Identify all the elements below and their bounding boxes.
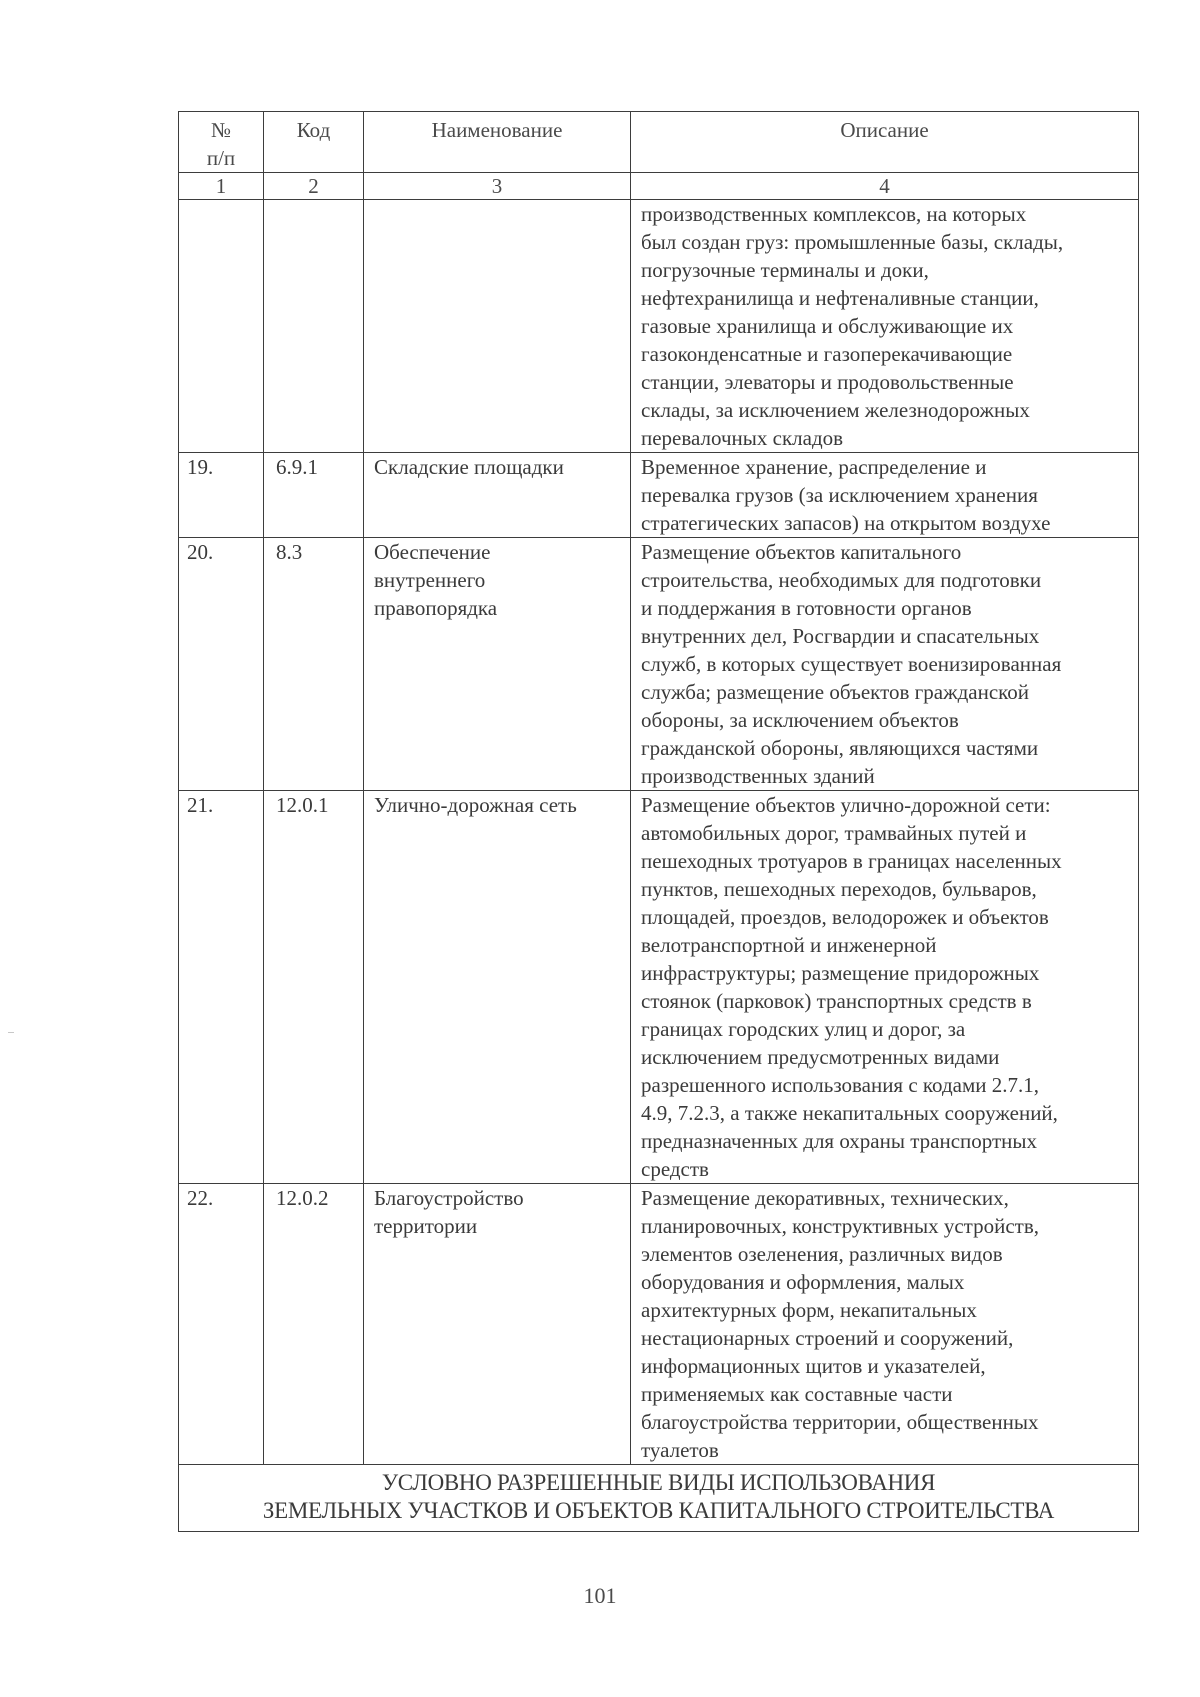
row-code: 12.0.1 (264, 791, 364, 1184)
text-line: стратегических запасов) на открытом воздухе (641, 511, 1051, 535)
text-line: и поддержания в готовности органов (641, 596, 972, 620)
header-code: Код (264, 112, 364, 173)
section-heading (179, 1465, 1139, 1532)
header-desc: Описание (631, 112, 1139, 173)
row-name (364, 453, 631, 538)
text-line: велотранспортной и инженерной (641, 933, 937, 957)
text-line: пешеходных тротуаров в границах населенных (641, 849, 1062, 873)
row-num: 21. (179, 791, 264, 1184)
text-line: предназначенных для охраны транспортных (641, 1129, 1038, 1153)
row-name (364, 791, 631, 1184)
text-line: автомобильных дорог, трамвайных путей и (641, 821, 1027, 845)
margin-mark (8, 1032, 14, 1033)
text-line: служба; размещение объектов гражданской (641, 680, 1030, 704)
text-line: газовые хранилища и обслуживающие их (641, 314, 1014, 338)
text-line: правопорядка (374, 596, 498, 620)
text-line: информационных щитов и указателей, (641, 1354, 986, 1378)
text-line: Размещение объектов капитального (641, 540, 962, 564)
text-line: исключением предусмотренных видами (641, 1045, 1000, 1069)
row-num: 19. (179, 453, 264, 538)
text-line: перевалочных складов (641, 426, 844, 450)
column-index-row (179, 173, 1139, 200)
header-name: Наименование (364, 112, 631, 173)
text-line: Размещение декоративных, технических, (641, 1186, 1009, 1210)
text-line: перевалка грузов (за исключением хранения (641, 483, 1038, 507)
row-name (364, 200, 631, 453)
row-code (264, 200, 364, 453)
column-index-2: 2 (264, 173, 364, 200)
text-line: Улично-дорожная сеть (374, 793, 577, 817)
text-line: территории (374, 1214, 478, 1238)
text-line: внутреннего (374, 568, 486, 592)
table-row (179, 453, 1139, 538)
text-line: благоустройства территории, общественных (641, 1410, 1039, 1434)
text-line: средств (641, 1157, 709, 1181)
text-line: нефтехранилища и нефтеналивные станции, (641, 286, 1039, 310)
text-line: Складские площадки (374, 455, 564, 479)
text-line: Благоустройство (374, 1186, 524, 1210)
text-line: инфраструктуры; размещение придорожных (641, 961, 1040, 985)
section-heading-line-1: УСЛОВНО РАЗРЕШЕННЫЕ ВИДЫ ИСПОЛЬЗОВАНИЯ (381, 1470, 936, 1495)
row-num (179, 200, 264, 453)
row-code: 12.0.2 (264, 1184, 364, 1465)
table-row-continuation (179, 200, 1139, 453)
row-num: 20. (179, 538, 264, 791)
row-description (631, 200, 1139, 453)
text-line: применяемых как составные части (641, 1382, 953, 1406)
text-line: служб, в которых существует военизированная (641, 652, 1062, 676)
text-line: стоянок (парковок) транспортных средств в (641, 989, 1032, 1013)
text-line: архитектурных форм, некапитальных (641, 1298, 977, 1322)
text-line: обороны, за исключением объектов (641, 708, 959, 732)
text-line: производственных зданий (641, 764, 875, 788)
text-line: Размещение объектов улично-дорожной сети: (641, 793, 1051, 817)
text-line: гражданской обороны, являющихся частями (641, 736, 1039, 760)
column-index-1: 1 (179, 173, 264, 200)
row-num: 22. (179, 1184, 264, 1465)
section-heading-row (179, 1465, 1139, 1532)
text-line: оборудования и оформления, малых (641, 1270, 965, 1294)
column-index-4: 4 (631, 173, 1139, 200)
text-line: Временное хранение, распределение и (641, 455, 987, 479)
text-line: площадей, проездов, велодорожек и объектов (641, 905, 1049, 929)
text-line: склады, за исключением железнодорожных (641, 398, 1030, 422)
row-description (631, 1184, 1139, 1465)
row-code: 8.3 (264, 538, 364, 791)
table-row (179, 1184, 1139, 1465)
header-num: № п/п (179, 112, 264, 173)
text-line: Обеспечение (374, 540, 491, 564)
land-use-table (178, 111, 1139, 1532)
text-line: погрузочные терминалы и доки, (641, 258, 929, 282)
text-line: газоконденсатные и газоперекачивающие (641, 342, 1013, 366)
row-description (631, 453, 1139, 538)
text-line: планировочных, конструктивных устройств, (641, 1214, 1040, 1238)
page-number: 101 (583, 1583, 617, 1608)
text-line: туалетов (641, 1438, 719, 1462)
text-line: нестационарных строений и сооружений, (641, 1326, 1014, 1350)
text-line: границах городских улиц и дорог, за (641, 1017, 966, 1041)
header-row (179, 112, 1139, 173)
text-line: 4.9, 7.2.3, а также некапитальных сооружений, (641, 1101, 1058, 1125)
text-line: внутренних дел, Росгвардии и спасательных (641, 624, 1040, 648)
column-index-3: 3 (364, 173, 631, 200)
row-name (364, 538, 631, 791)
row-name (364, 1184, 631, 1465)
table-row (179, 538, 1139, 791)
text-line: разрешенного использования с кодами 2.7.1, (641, 1073, 1039, 1097)
row-code: 6.9.1 (264, 453, 364, 538)
text-line: пунктов, пешеходных переходов, бульваров, (641, 877, 1037, 901)
text-line: элементов озеленения, различных видов (641, 1242, 1003, 1266)
text-line: производственных комплексов, на которых (641, 202, 1027, 226)
text-line: станции, элеваторы и продовольственные (641, 370, 1014, 394)
text-line: строительства, необходимых для подготовки (641, 568, 1042, 592)
table-row (179, 791, 1139, 1184)
section-heading-line-2: ЗЕМЕЛЬНЫХ УЧАСТКОВ И ОБЪЕКТОВ КАПИТАЛЬНОГО СТРОИТЕЛЬСТВА (262, 1498, 1055, 1523)
text-line: был создан груз: промышленные базы, склады, (641, 230, 1064, 254)
row-description (631, 538, 1139, 791)
row-description (631, 791, 1139, 1184)
